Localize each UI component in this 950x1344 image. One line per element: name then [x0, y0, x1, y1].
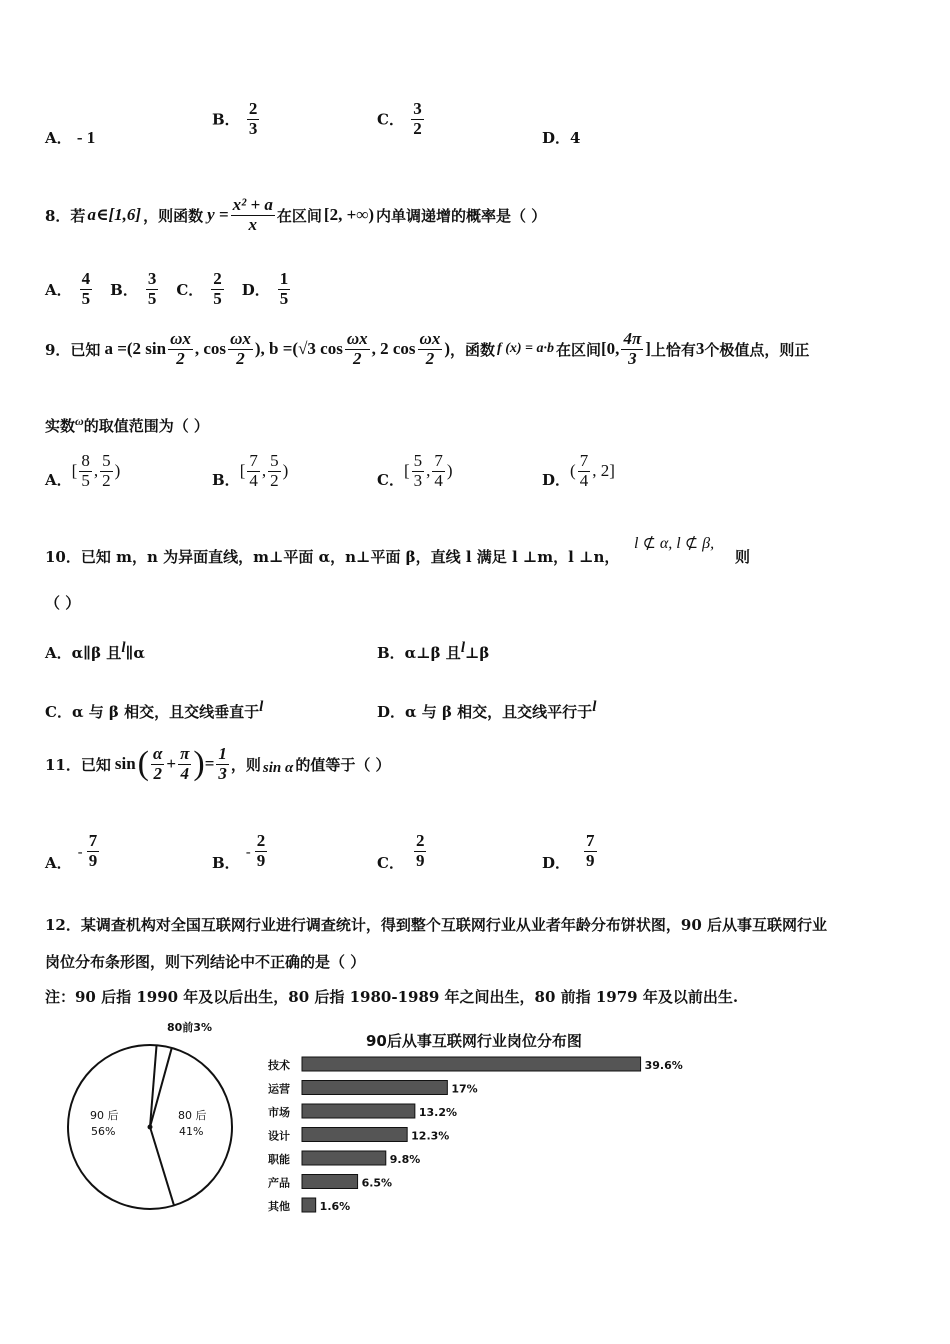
q7-option-d: D．4 — [542, 129, 581, 147]
fraction: $\frac{8}{5}$ — [81, 451, 90, 490]
bar — [302, 1198, 316, 1212]
q10-option-c: C．α 与 β 相交，且交线垂直于$^l$ — [45, 699, 264, 721]
fraction: $\frac{4}{5}$ — [81, 269, 91, 308]
pie-label-80-before: 80前3% — [167, 1021, 212, 1034]
q12-stem-line1: 12．某调查机构对全国互联网行业进行调查统计，得到整个互联网行业从业者年龄分布饼状图，90 后从事互联网行业 — [45, 916, 827, 934]
fraction: $\frac{\alpha}{2}$ — [153, 744, 163, 783]
bar-category-label: 运营 — [268, 1082, 290, 1096]
q11-option-d: D． $\frac{7}{9}$ — [542, 831, 595, 872]
bar-category-label: 职能 — [268, 1153, 290, 1166]
fraction: $\frac{5}{2}$ — [270, 451, 279, 490]
age-pie-chart — [55, 1015, 265, 1215]
q10-option-b: B．α⊥β 且$^l$⊥β — [377, 640, 490, 662]
pie-value-90: 56% — [91, 1125, 116, 1138]
fraction: $\frac{\omega x}{2}$ — [346, 329, 368, 368]
fraction: $\frac{2}{9}$ — [256, 831, 266, 870]
q8-options: A． $\frac{4}{5}$ B． $\frac{3}{5}$ C． $\frac{2}{5}$ D． $\frac{1}{5}$ — [45, 269, 289, 308]
fraction: $\frac{\omega x}{2}$ — [230, 329, 251, 368]
fraction: $\frac{3}{2}$ — [413, 99, 422, 138]
bar — [302, 1057, 641, 1071]
bar-value-label: 13.2% — [418, 1106, 458, 1119]
fraction: $\frac{\text{x² + a}}{x}$ — [232, 195, 273, 234]
fraction: $\frac{7}{9}$ — [586, 831, 595, 870]
bar — [302, 1175, 358, 1189]
q9-option-d: D． ( $\frac{7}{4}$ , 2] — [542, 451, 615, 490]
fraction: $\frac{7}{9}$ — [88, 831, 98, 870]
q7-option-b: B． $\frac{2}{3}$ — [212, 99, 258, 138]
fraction: $\frac{7}{4}$ — [249, 451, 258, 490]
bar-category-label: 其他 — [268, 1200, 290, 1213]
q7-option-c: C． $\frac{3}{2}$ — [377, 99, 422, 138]
q11-option-b: B． - $\frac{2}{9}$ — [212, 831, 266, 872]
bar-category-label: 技术 — [268, 1059, 290, 1072]
fraction: $\frac{7}{4}$ — [579, 451, 589, 490]
q10-option-d: D．α 与 β 相交，且交线平行于$^l$ — [377, 699, 597, 721]
fraction: $\frac{5}{3}$ — [413, 451, 423, 490]
q9-stem-line2: 实数$^\omega$的取值范围为（ ） — [45, 414, 209, 435]
q12-stem-line2: 岗位分布条形图，则下列结论中不正确的是（ ） — [45, 953, 366, 971]
fraction: $\frac{2}{9}$ — [415, 831, 425, 870]
bar-category-label: 市场 — [268, 1106, 290, 1119]
q9-stem: 9．已知 a =(2 sin $\frac{\omega x}{2}$ , cos $\frac{\omega x}{2}$ ), b =(√3 cos $\frac{\omega x}{2}$ , 2 cos $\frac{\omega x}{2}$ ) ，函数 f (x) = a·b 在区间 [0, $\frac{4\pi}{3}$ ] 上恰有 3 个极值点，则正 — [45, 329, 810, 368]
bar-chart-title: 90后从事互联网行业岗位分布图 — [366, 1032, 582, 1050]
bar-value-label: 12.3% — [411, 1129, 450, 1143]
job-bar-chart — [258, 1025, 708, 1220]
bar — [302, 1151, 386, 1165]
pie-slice-boundary — [150, 1127, 174, 1205]
q10-stem: 10．已知 m，n 为异面直线，m⊥平面 α，n⊥平面 β，直线 l 满足 l ⊥m，l ⊥n， — [45, 548, 620, 566]
bar-value-label: 9.8% — [389, 1153, 421, 1166]
q9-option-b: B． [ $\frac{7}{4}$ , $\frac{5}{2}$ ) — [212, 451, 289, 490]
fraction: $\frac{2}{3}$ — [248, 99, 258, 138]
q9-option-a: A． [ $\frac{8}{5}$ , $\frac{5}{2}$ ) — [45, 451, 121, 490]
fraction: $\frac{\omega x}{2}$ — [419, 329, 441, 368]
fraction: $\frac{7}{4}$ — [434, 451, 443, 490]
fraction: $\frac{1}{3}$ — [218, 744, 227, 783]
bar-value-label: 6.5% — [361, 1176, 393, 1190]
fraction: $\frac{4\pi}{3}$ — [623, 329, 642, 368]
pie-label-80: 80 后 — [178, 1109, 207, 1122]
pie-value-80: 41% — [179, 1125, 204, 1138]
q10-paren: （ ） — [45, 594, 81, 612]
q11-option-c: C． $\frac{2}{9}$ — [377, 831, 425, 872]
fraction: $\frac{\pi}{4}$ — [180, 744, 190, 783]
fraction: $\frac{5}{2}$ — [102, 451, 111, 490]
pie-center — [148, 1125, 153, 1130]
q9-option-c: C． [ $\frac{5}{3}$ , $\frac{7}{4}$ ) — [377, 451, 453, 490]
q10-condition: l ⊄ α, l ⊄ β, — [634, 535, 715, 552]
bar — [302, 1081, 447, 1095]
bar — [302, 1104, 415, 1118]
fraction: $\frac{1}{5}$ — [279, 269, 289, 308]
q12-note: 注：90 后指 1990 年及以后出生，80 后指 1980-1989 年之间出生，80 前指 1979 年及以前出生. — [45, 988, 739, 1006]
bar-value-label: 39.6% — [644, 1059, 683, 1072]
bar-category-label: 设计 — [268, 1129, 290, 1143]
q11-option-a: A． - $\frac{7}{9}$ — [45, 831, 98, 872]
q10-option-a: A．α∥β 且$^l$∥α — [45, 640, 145, 662]
q8-stem: 8．若 a∈[1,6] ，则函数 y = $\frac{\text{x² + a}}{x}$ 在区间 [2, +∞) 内单调递增的概率是（ ） — [45, 195, 547, 234]
bar-value-label: 17% — [451, 1082, 478, 1096]
bar-value-label: 1.6% — [319, 1200, 351, 1213]
q7-option-a: A． - 1 — [45, 128, 96, 147]
bar — [302, 1128, 407, 1142]
fraction: $\frac{3}{5}$ — [147, 269, 157, 308]
q10-stem-end: 则 — [735, 548, 751, 566]
bar-category-label: 产品 — [268, 1176, 290, 1190]
fraction: $\frac{2}{5}$ — [213, 269, 222, 308]
fraction: $\frac{\omega x}{2}$ — [170, 329, 191, 368]
q11-stem: 11．已知 sin ( $\frac{\alpha}{2}$ + $\frac{\pi}{4}$ ) = $\frac{1}{3}$ ，则 sin α 的值等于（ ） — [45, 744, 391, 783]
pie-label-90: 90 后 — [90, 1109, 119, 1122]
